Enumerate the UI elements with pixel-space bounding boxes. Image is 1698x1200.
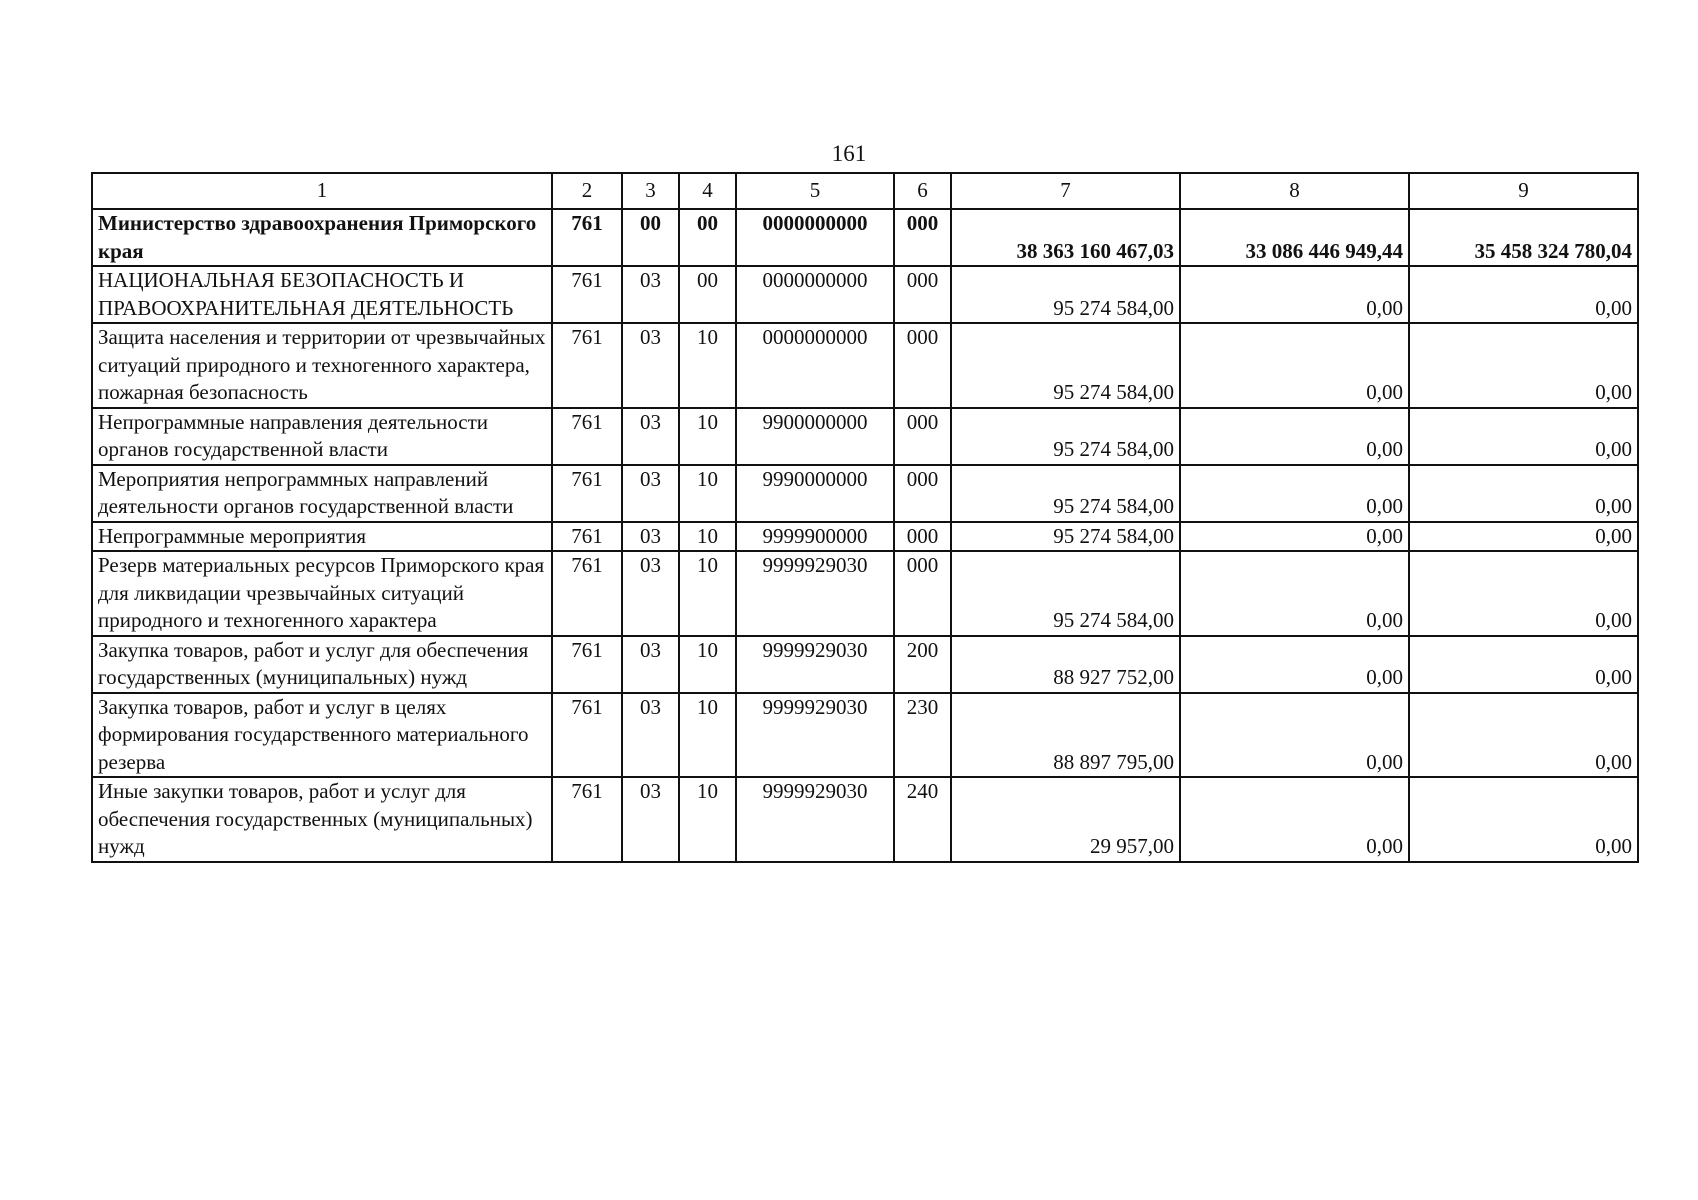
amount-col8-cell: 0,00 — [1180, 693, 1409, 778]
table-row — [92, 636, 1638, 693]
expense-type-cell: 000 — [894, 266, 951, 323]
section-code-cell: 00 — [622, 209, 679, 266]
expense-type-cell: 000 — [894, 323, 951, 408]
subsection-code-cell: 10 — [679, 777, 736, 862]
row-name-cell: Закупка товаров, работ и услуг для обеспечения государственных (муниципальных) нужд — [92, 636, 552, 693]
amount-col7-cell: 88 927 752,00 — [951, 636, 1180, 693]
subsection-code-cell: 10 — [679, 636, 736, 693]
amount-col9-cell: 0,00 — [1409, 777, 1638, 862]
amount-col9-cell: 35 458 324 780,04 — [1409, 209, 1638, 266]
target-article-cell: 9900000000 — [736, 408, 894, 465]
expense-type-cell: 240 — [894, 777, 951, 862]
column-header: 6 — [894, 173, 951, 209]
row-name-cell: Резерв материальных ресурсов Приморского края для ликвидации чрезвычайных ситуаций природного и техногенного характера — [92, 551, 552, 636]
section-code-cell: 03 — [622, 636, 679, 693]
amount-col7-cell: 88 897 795,00 — [951, 693, 1180, 778]
target-article-cell: 0000000000 — [736, 266, 894, 323]
amount-col9-cell: 0,00 — [1409, 551, 1638, 636]
amount-col7-cell: 95 274 584,00 — [951, 266, 1180, 323]
subsection-code-cell: 10 — [679, 522, 736, 552]
expense-type-cell: 200 — [894, 636, 951, 693]
amount-col8-cell: 0,00 — [1180, 551, 1409, 636]
target-article-cell: 9999929030 — [736, 551, 894, 636]
table-row — [92, 209, 1638, 266]
section-code-cell: 03 — [622, 777, 679, 862]
amount-col7-cell: 95 274 584,00 — [951, 408, 1180, 465]
section-code-cell: 03 — [622, 522, 679, 552]
row-name-cell: НАЦИОНАЛЬНАЯ БЕЗОПАСНОСТЬ И ПРАВООХРАНИТЕЛЬНАЯ ДЕЯТЕЛЬНОСТЬ — [92, 266, 552, 323]
admin-code-cell: 761 — [552, 266, 622, 323]
table-row — [92, 408, 1638, 465]
column-header: 4 — [679, 173, 736, 209]
section-code-cell: 03 — [622, 408, 679, 465]
admin-code-cell: 761 — [552, 209, 622, 266]
amount-col8-cell: 0,00 — [1180, 522, 1409, 552]
row-name-cell: Иные закупки товаров, работ и услуг для обеспечения государственных (муниципальных) нужд — [92, 777, 552, 862]
table-row — [92, 777, 1638, 862]
amount-col8-cell: 0,00 — [1180, 323, 1409, 408]
amount-col7-cell: 38 363 160 467,03 — [951, 209, 1180, 266]
row-name-cell: Непрограммные направления деятельности органов государственной власти — [92, 408, 552, 465]
table-row — [92, 323, 1638, 408]
row-name-cell: Мероприятия непрограммных направлений деятельности органов государственной власти — [92, 465, 552, 522]
amount-col8-cell: 0,00 — [1180, 777, 1409, 862]
amount-col8-cell: 0,00 — [1180, 636, 1409, 693]
admin-code-cell: 761 — [552, 777, 622, 862]
row-name-cell: Защита населения и территории от чрезвычайных ситуаций природного и техногенного характера, пожарная безопасность — [92, 323, 552, 408]
budget-table — [91, 172, 1639, 863]
amount-col7-cell: 95 274 584,00 — [951, 522, 1180, 552]
target-article-cell: 0000000000 — [736, 209, 894, 266]
admin-code-cell: 761 — [552, 551, 622, 636]
subsection-code-cell: 10 — [679, 323, 736, 408]
admin-code-cell: 761 — [552, 693, 622, 778]
amount-col9-cell: 0,00 — [1409, 522, 1638, 552]
row-name-cell: Закупка товаров, работ и услуг в целях формирования государственного материального резерва — [92, 693, 552, 778]
column-header: 2 — [552, 173, 622, 209]
section-code-cell: 03 — [622, 465, 679, 522]
table-row — [92, 266, 1638, 323]
table-row — [92, 551, 1638, 636]
admin-code-cell: 761 — [552, 408, 622, 465]
admin-code-cell: 761 — [552, 323, 622, 408]
amount-col7-cell: 95 274 584,00 — [951, 465, 1180, 522]
table-row — [92, 522, 1638, 552]
expense-type-cell: 000 — [894, 209, 951, 266]
subsection-code-cell: 10 — [679, 408, 736, 465]
target-article-cell: 9999900000 — [736, 522, 894, 552]
amount-col9-cell: 0,00 — [1409, 266, 1638, 323]
expense-type-cell: 000 — [894, 408, 951, 465]
subsection-code-cell: 10 — [679, 693, 736, 778]
table-row — [92, 693, 1638, 778]
amount-col9-cell: 0,00 — [1409, 323, 1638, 408]
amount-col9-cell: 0,00 — [1409, 636, 1638, 693]
amount-col7-cell: 95 274 584,00 — [951, 323, 1180, 408]
target-article-cell: 9990000000 — [736, 465, 894, 522]
amount-col8-cell: 0,00 — [1180, 266, 1409, 323]
target-article-cell: 0000000000 — [736, 323, 894, 408]
section-code-cell: 03 — [622, 266, 679, 323]
admin-code-cell: 761 — [552, 636, 622, 693]
amount-col7-cell: 95 274 584,00 — [951, 551, 1180, 636]
column-header: 7 — [951, 173, 1180, 209]
header-row — [92, 173, 1638, 209]
column-header: 5 — [736, 173, 894, 209]
row-name-cell: Министерство здравоохранения Приморского края — [92, 209, 552, 266]
expense-type-cell: 000 — [894, 551, 951, 636]
table-row — [92, 465, 1638, 522]
column-header: 3 — [622, 173, 679, 209]
amount-col8-cell: 0,00 — [1180, 408, 1409, 465]
amount-col8-cell: 0,00 — [1180, 465, 1409, 522]
expense-type-cell: 000 — [894, 522, 951, 552]
section-code-cell: 03 — [622, 323, 679, 408]
target-article-cell: 9999929030 — [736, 777, 894, 862]
target-article-cell: 9999929030 — [736, 693, 894, 778]
budget-table-body — [92, 173, 1638, 862]
section-code-cell: 03 — [622, 551, 679, 636]
section-code-cell: 03 — [622, 693, 679, 778]
page-number: 161 — [831, 141, 867, 166]
amount-col8-cell: 33 086 446 949,44 — [1180, 209, 1409, 266]
column-header: 9 — [1409, 173, 1638, 209]
column-header: 8 — [1180, 173, 1409, 209]
amount-col7-cell: 29 957,00 — [951, 777, 1180, 862]
column-header: 1 — [92, 173, 552, 209]
amount-col9-cell: 0,00 — [1409, 465, 1638, 522]
subsection-code-cell: 00 — [679, 266, 736, 323]
subsection-code-cell: 10 — [679, 465, 736, 522]
subsection-code-cell: 10 — [679, 551, 736, 636]
admin-code-cell: 761 — [552, 522, 622, 552]
subsection-code-cell: 00 — [679, 209, 736, 266]
admin-code-cell: 761 — [552, 465, 622, 522]
amount-col9-cell: 0,00 — [1409, 693, 1638, 778]
expense-type-cell: 230 — [894, 693, 951, 778]
expense-type-cell: 000 — [894, 465, 951, 522]
target-article-cell: 9999929030 — [736, 636, 894, 693]
row-name-cell: Непрограммные мероприятия — [92, 522, 552, 552]
amount-col9-cell: 0,00 — [1409, 408, 1638, 465]
